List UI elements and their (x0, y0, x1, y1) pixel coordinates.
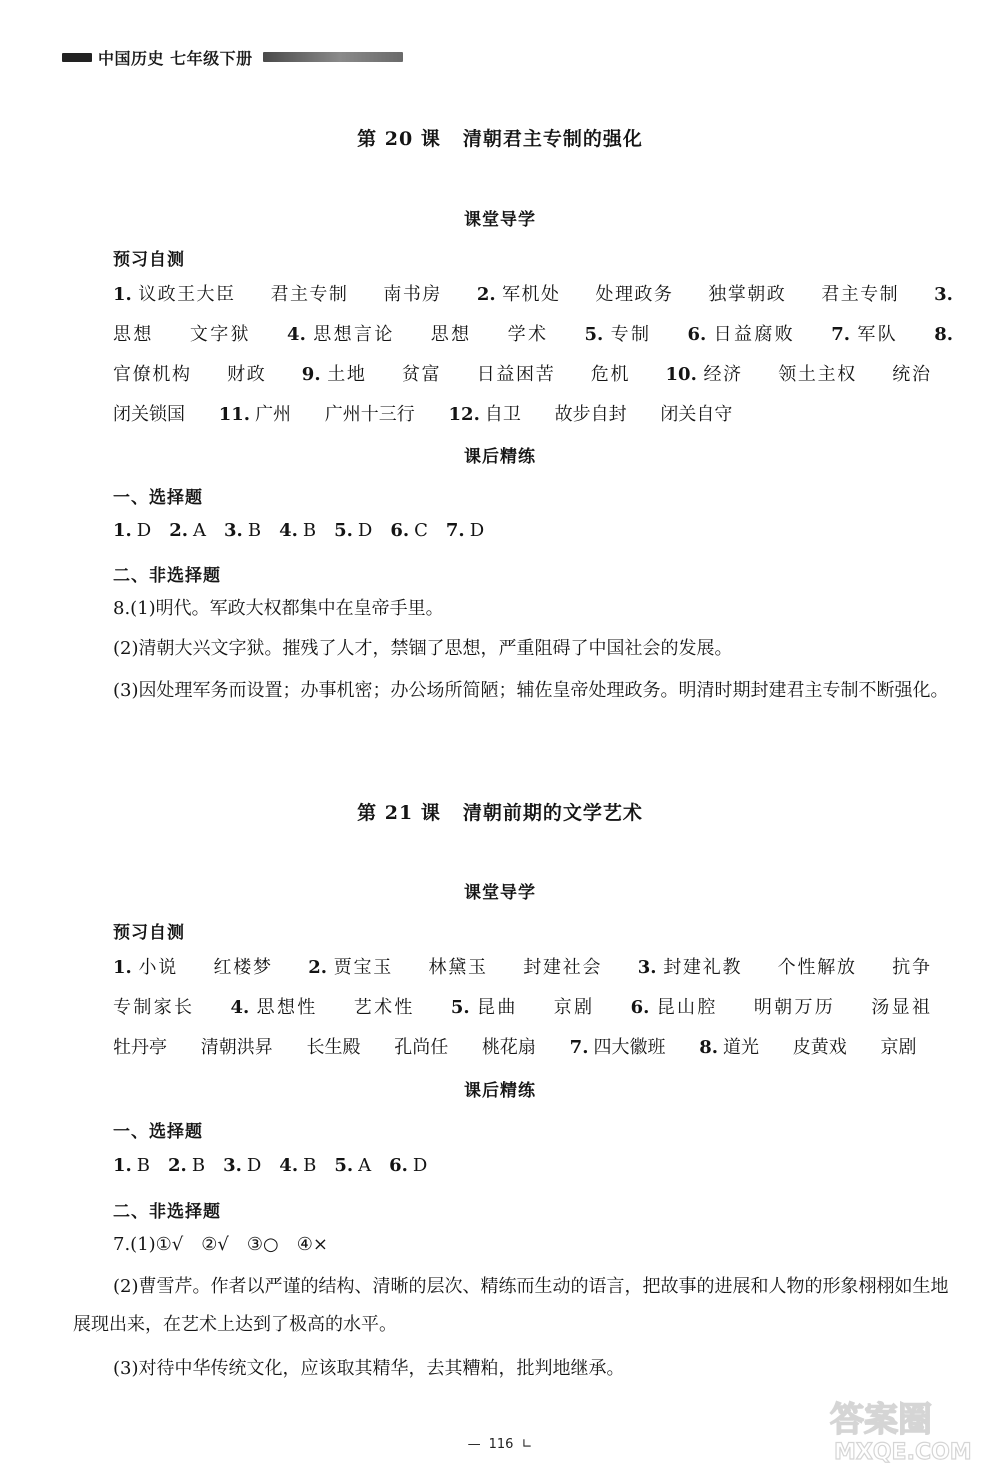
mc-letter: D (136, 520, 152, 541)
item-number: 10. (665, 364, 697, 385)
answer-term: 君主专制 (270, 284, 349, 305)
mc-number: 4. (279, 520, 298, 541)
item-number: 8. (699, 1037, 718, 1058)
mc-letter: D (357, 520, 373, 541)
answer-8-1: 8.(1)明代。军政大权都集中在皇帝手里。 (113, 598, 444, 619)
answer-term: 皮黄戏 (792, 1037, 847, 1058)
mc-answer (113, 520, 151, 541)
preview-answers (113, 275, 958, 435)
mc-answer (224, 520, 261, 541)
item-number: 3. (637, 957, 657, 978)
running-header (62, 45, 403, 69)
item-number: 6. (687, 324, 707, 345)
item-number: 7. (831, 324, 850, 345)
answer-term: 小说 (136, 957, 179, 978)
answer-term: 危机 (590, 364, 631, 385)
mc-answer (390, 520, 428, 541)
answer-term: 财政 (227, 364, 267, 385)
answer-term: 牡丹亭 (113, 1037, 167, 1058)
answer-term: 土地 (325, 364, 367, 385)
answer-term: 广州 (255, 404, 292, 425)
item-number: 2. (476, 284, 496, 305)
answer-term: 红楼梦 (213, 957, 273, 978)
mc-number: 1. (113, 520, 132, 541)
answer-term: 自卫 (484, 404, 521, 425)
mc-number: 4. (279, 1155, 299, 1176)
answer-term: 个性解放 (777, 957, 857, 978)
mc-letter: B (247, 520, 262, 541)
mc-answers (113, 512, 958, 550)
item-number: 6. (630, 997, 650, 1018)
answer-term: 思想 (113, 324, 154, 345)
answer-term: 贾宝玉 (332, 957, 394, 978)
item-number: 8. (934, 324, 953, 345)
mc-answer (279, 520, 316, 541)
item-number: 7. (569, 1037, 589, 1058)
answer-term: 抗争 (892, 957, 931, 978)
answer-8-3: (3)因处理军务而设置；办事机密；办公场所简陋；辅佐皇帝处理政务。明清时期封建君主专制不断强化。 (113, 680, 949, 701)
mc-heading: 一、选择题 (113, 488, 203, 508)
answer-term: 处理政务 (595, 284, 674, 305)
mc-heading: 一、选择题 (113, 1122, 203, 1142)
answer-term: 道光 (723, 1037, 759, 1058)
item-number: 5. (450, 997, 470, 1018)
mc-letter: B (303, 1155, 317, 1176)
mc-number: 3. (224, 520, 243, 541)
answer-term: 官僚机构 (113, 364, 192, 385)
mc-letter: D (412, 1155, 428, 1176)
answer-term: 清朝洪昇 (200, 1037, 273, 1058)
answer-7-1: 7.(1)①√ ②√ ③○ ④× (113, 1234, 328, 1255)
answer-term: 议政王大臣 (136, 284, 236, 305)
answer-term: 君主专制 (821, 284, 899, 305)
answer-term: 文字狱 (189, 324, 251, 345)
answer-term: 京剧 (880, 1037, 917, 1058)
header-decoration-bar (263, 52, 403, 62)
answer-term: 专制 (608, 324, 652, 345)
answer-term: 四大徽班 (593, 1037, 666, 1058)
mc-answer (389, 1155, 427, 1176)
item-number: 5. (584, 324, 604, 345)
mc-answer (334, 1155, 371, 1176)
answer-term: 经济 (701, 364, 743, 385)
item-number: 9. (301, 364, 321, 385)
mc-letter: C (414, 520, 428, 541)
mc-letter: D (469, 520, 485, 541)
answer-term: 长生殿 (306, 1037, 361, 1058)
mc-letter: A (358, 1155, 372, 1176)
answer-term: 封建礼教 (661, 957, 743, 978)
answer-term: 孔尚任 (394, 1037, 449, 1058)
answer-term: 思想性 (254, 997, 318, 1018)
answer-term: 桃花扇 (481, 1037, 536, 1058)
item-number: 1. (113, 284, 132, 305)
mc-answer (113, 1155, 150, 1176)
lesson-20-title (0, 124, 1000, 151)
answer-term: 独掌朝政 (708, 284, 787, 305)
item-number: 1. (113, 957, 132, 978)
mc-answer (223, 1155, 261, 1176)
answer-term: 思想言论 (310, 324, 395, 345)
lesson-number: 第 21 课 (357, 802, 441, 824)
mc-answer (169, 520, 206, 541)
answer-term: 贫富 (401, 364, 442, 385)
answer-term: 昆曲 (474, 997, 518, 1018)
mc-number: 6. (389, 1155, 408, 1176)
answer-8-2: (2)清朝大兴文字狱。摧残了人才，禁锢了思想，严重阻碍了中国社会的发展。 (113, 638, 733, 659)
preview-heading: 预习自测 (113, 250, 185, 270)
answer-term: 统治 (892, 364, 930, 385)
answer-term: 闭关自守 (660, 404, 733, 425)
mc-number: 5. (334, 1155, 354, 1176)
answer-term: 军队 (855, 324, 899, 345)
item-number: 4. (230, 997, 250, 1018)
answer-term: 日益腐败 (711, 324, 796, 345)
answer-term: 京剧 (553, 997, 595, 1018)
mc-letter: B (191, 1155, 206, 1176)
answer-term: 林黛玉 (428, 957, 488, 978)
mc-answer (334, 520, 372, 541)
svg-text:答案圈: 答案圈 (830, 1400, 932, 1440)
answer-term: 广州十三行 (324, 404, 415, 425)
preview-answers (113, 948, 958, 1068)
item-number: 11. (218, 404, 251, 425)
watermark-logo-icon (822, 1395, 982, 1465)
item-number: 3. (934, 284, 953, 305)
svg-text:MXQE.COM: MXQE.COM (834, 1440, 972, 1465)
header-mark-icon (62, 53, 92, 62)
mc-number: 7. (445, 520, 465, 541)
answer-term: 领土主权 (778, 364, 857, 385)
mc-letter: B (302, 520, 317, 541)
item-number: 12. (448, 404, 480, 425)
non-mc-heading: 二、非选择题 (113, 1202, 221, 1222)
mc-number: 1. (113, 1155, 132, 1176)
answer-term: 汤显祖 (871, 997, 930, 1018)
lesson-name: 清朝君主专制的强化 (462, 128, 643, 150)
lesson-21-title (0, 798, 1000, 825)
mc-number: 2. (168, 1155, 187, 1176)
mc-answer (446, 520, 484, 541)
answer-term: 学术 (507, 324, 549, 345)
mc-number: 2. (169, 520, 189, 541)
mc-number: 3. (223, 1155, 242, 1176)
answer-term: 军机处 (500, 284, 561, 305)
item-number: 2. (308, 957, 328, 978)
mc-letter: B (136, 1155, 151, 1176)
answer-7-3: (3)对待中华传统文化，应该取其精华，去其糟粕，批判地继承。 (113, 1358, 625, 1379)
answer-term: 闭关锁国 (113, 404, 185, 425)
answer-7-2: (2)曹雪芹。作者以严谨的结构、清晰的层次、精练而生动的语言，把故事的进展和人物的形象栩栩如生地展现出来，在艺术上达到了极高的水平。 (73, 1276, 949, 1335)
non-mc-heading: 二、非选择题 (113, 566, 221, 586)
mc-answers (113, 1147, 958, 1185)
after-class-heading: 课后精练 (464, 447, 536, 467)
answer-term: 日益困苦 (476, 364, 556, 385)
item-number: 4. (287, 324, 306, 345)
answer-term: 明朝万历 (753, 997, 836, 1018)
mc-number: 6. (390, 520, 410, 541)
mc-answer (279, 1155, 316, 1176)
answer-term: 封建社会 (523, 957, 603, 978)
lesson-number: 第 20 课 (357, 128, 441, 150)
answer-term: 昆山腔 (654, 997, 718, 1018)
mc-letter: A (193, 520, 207, 541)
mc-letter: D (246, 1155, 262, 1176)
book-title: 中国历史 七年级下册 (98, 48, 253, 68)
answer-term: 艺术性 (353, 997, 415, 1018)
answer-term: 思想 (430, 324, 472, 345)
page-number: — 116 ∟ (467, 1437, 533, 1452)
classroom-guide-heading: 课堂导学 (464, 883, 536, 903)
mc-answer (168, 1155, 205, 1176)
preview-heading: 预习自测 (113, 923, 185, 943)
after-class-heading: 课后精练 (464, 1081, 536, 1101)
answer-term: 南书房 (383, 284, 442, 305)
answer-term: 故步自封 (554, 404, 627, 425)
answer-term: 专制家长 (113, 997, 195, 1018)
lesson-name: 清朝前期的文学艺术 (462, 802, 643, 824)
mc-number: 5. (334, 520, 353, 541)
classroom-guide-heading: 课堂导学 (464, 210, 536, 230)
